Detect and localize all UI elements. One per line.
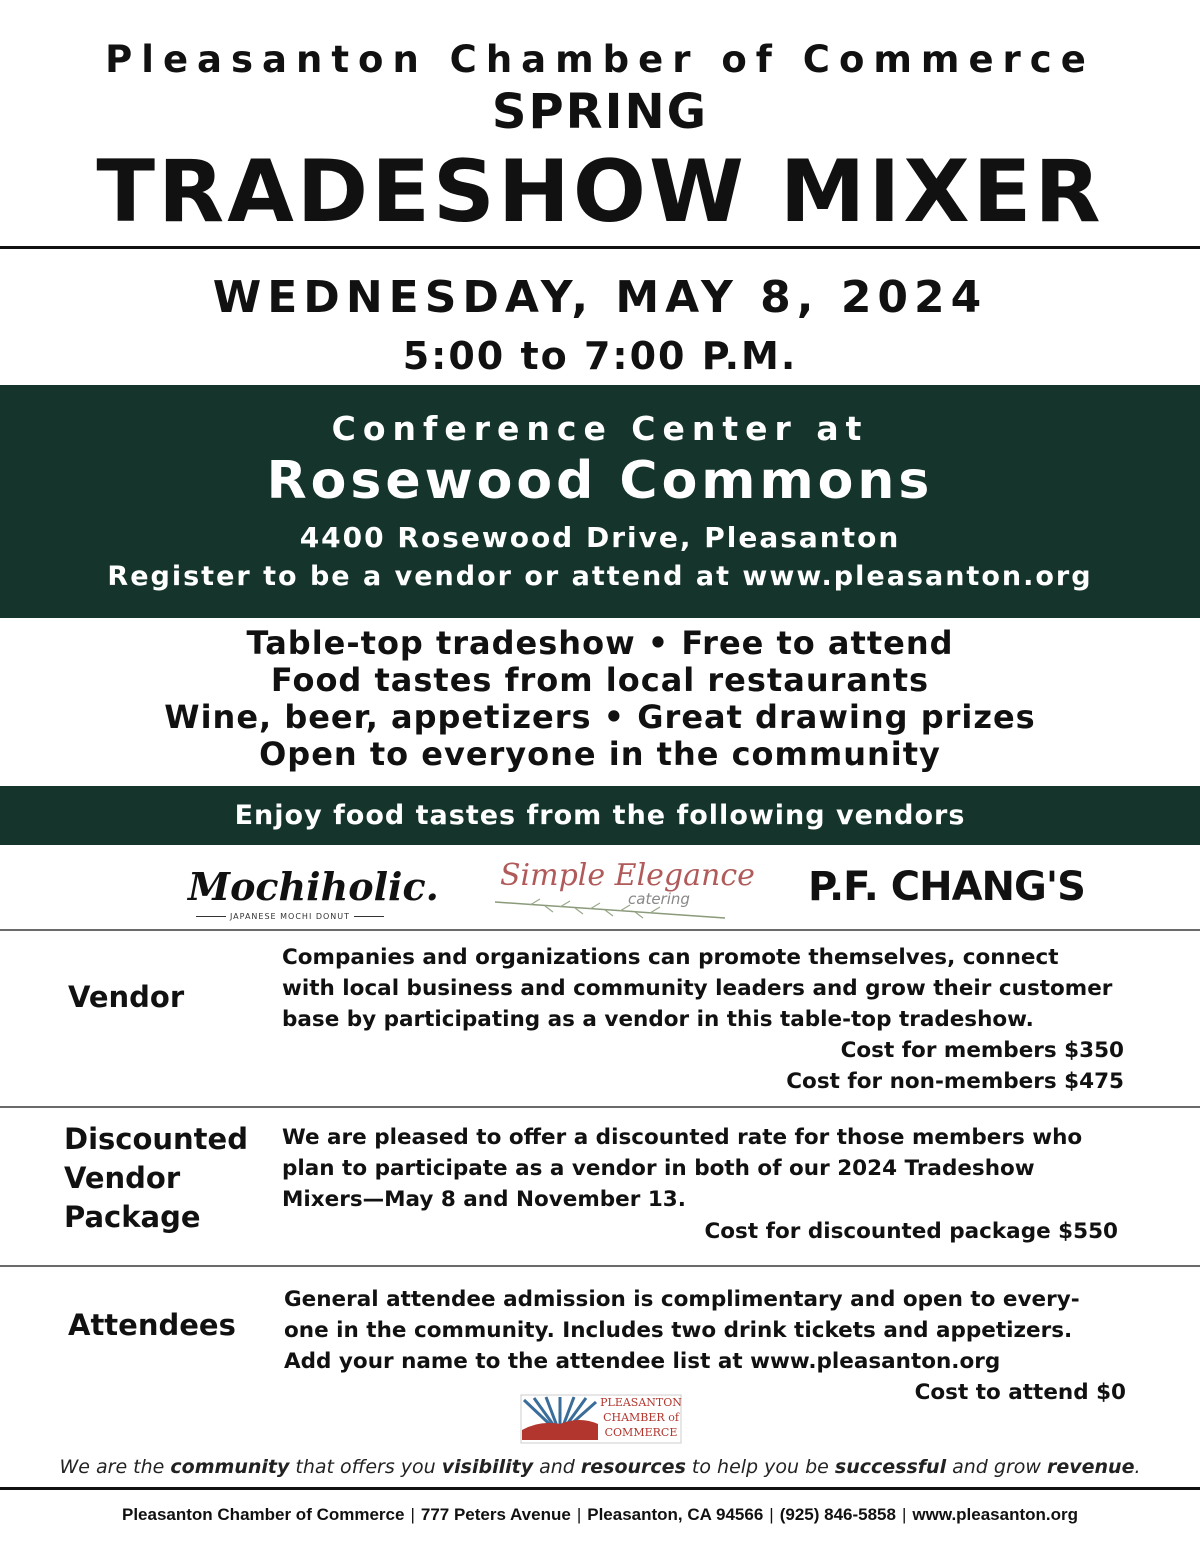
bottom-divider [0, 1487, 1200, 1490]
season-title: SPRING [491, 84, 709, 140]
mochiholic-logo: Mochiholic. [188, 864, 439, 909]
text-line: Add your name to the attendee list at www.pleasanton.org [284, 1349, 1001, 1374]
venue-band [0, 385, 1200, 618]
text-line: Companies and organizations can promote themselves, connect [282, 945, 1059, 970]
text-line: General attendee admission is complimentary and open to every- [284, 1287, 1080, 1312]
sprig-icon [490, 896, 730, 922]
vendors-banner: Enjoy food tastes from the following vendors [0, 786, 1200, 845]
tagline: We are the community that offers you visibility and resources to help you be successful and grow revenue. [59, 1456, 1141, 1478]
simple-elegance-subtitle: catering [628, 890, 690, 908]
footer-city: Pleasanton, CA 94566 [587, 1505, 764, 1524]
event-date: WEDNESDAY, MAY 8, 2024 [212, 272, 988, 323]
attendees-label: Attendees [68, 1308, 236, 1342]
footer-web: www.pleasanton.org [912, 1505, 1079, 1524]
section-divider [0, 929, 1200, 931]
discounted-label [64, 1120, 248, 1237]
footer-phone: (925) 846-5858 [779, 1505, 896, 1524]
venue-prefix: Conference Center at [331, 409, 869, 448]
cost-discounted: Cost for discounted package $550 [704, 1219, 1118, 1244]
top-divider [0, 246, 1200, 249]
text-line: We are pleased to offer a discounted rate for those members who [282, 1125, 1083, 1150]
text-line: Mixers—May 8 and November 13. [282, 1187, 686, 1212]
chamber-logo-text [600, 1395, 682, 1440]
footer-org: Pleasanton Chamber of Commerce [121, 1505, 405, 1524]
mochiholic-subtitle: JAPANESE MOCHI DONUT [188, 912, 392, 921]
logo-line: COMMERCE [604, 1426, 678, 1439]
vendor-description [282, 942, 1142, 1035]
feature-item: Open to everyone in the community [259, 735, 941, 773]
feature-item: Wine, beer, appetizers • Great drawing prizes [164, 698, 1036, 736]
venue-address: 4400 Rosewood Drive, Pleasanton [299, 521, 901, 554]
text-line: one in the community. Includes two drink tickets and appetizers. [284, 1318, 1073, 1343]
cost-members: Cost for members $350 [840, 1038, 1124, 1063]
cost-nonmembers: Cost for non-members $475 [786, 1069, 1124, 1094]
vendor-logos [0, 852, 1200, 928]
label-line: Discounted [64, 1122, 248, 1156]
footer-address: 777 Peters Avenue [420, 1505, 571, 1524]
feature-list [0, 625, 1200, 773]
text-line: with local business and community leaders and grow their customer [282, 976, 1113, 1001]
vendor-label: Vendor [68, 980, 185, 1014]
text-line: base by participating as a vendor in this table-top tradeshow. [282, 1007, 1034, 1032]
event-time: 5:00 to 7:00 P.M. [402, 334, 798, 378]
section-divider [0, 1265, 1200, 1267]
feature-item: Food tastes from local restaurants [270, 661, 930, 699]
label-line: Package [64, 1200, 201, 1234]
discounted-description [282, 1122, 1142, 1215]
org-name: Pleasanton Chamber of Commerce [105, 38, 1095, 81]
venue-name: Rosewood Commons [266, 451, 934, 511]
logo-line: CHAMBER of [603, 1411, 679, 1424]
text-line: plan to participate as a vendor in both of our 2024 Tradeshow [282, 1156, 1035, 1181]
pf-changs-logo: P.F. CHANG'S [808, 864, 1085, 910]
section-divider [0, 1106, 1200, 1108]
logo-line: PLEASANTON [600, 1396, 682, 1409]
event-title: TRADESHOW MIXER [96, 142, 1104, 242]
feature-item: Table-top tradeshow • Free to attend [246, 624, 954, 662]
register-line: Register to be a vendor or attend at www.pleasanton.org [107, 561, 1093, 592]
cost-attend: Cost to attend $0 [914, 1380, 1126, 1405]
simple-elegance-logo: Simple Elegance [500, 858, 755, 893]
label-line: Vendor [64, 1161, 181, 1195]
attendees-description [284, 1284, 1144, 1377]
footer: Pleasanton Chamber of Commerce | 777 Peters Avenue | Pleasanton, CA 94566 | (925) 846-5858 | www.pleasanton.org [121, 1505, 1079, 1524]
